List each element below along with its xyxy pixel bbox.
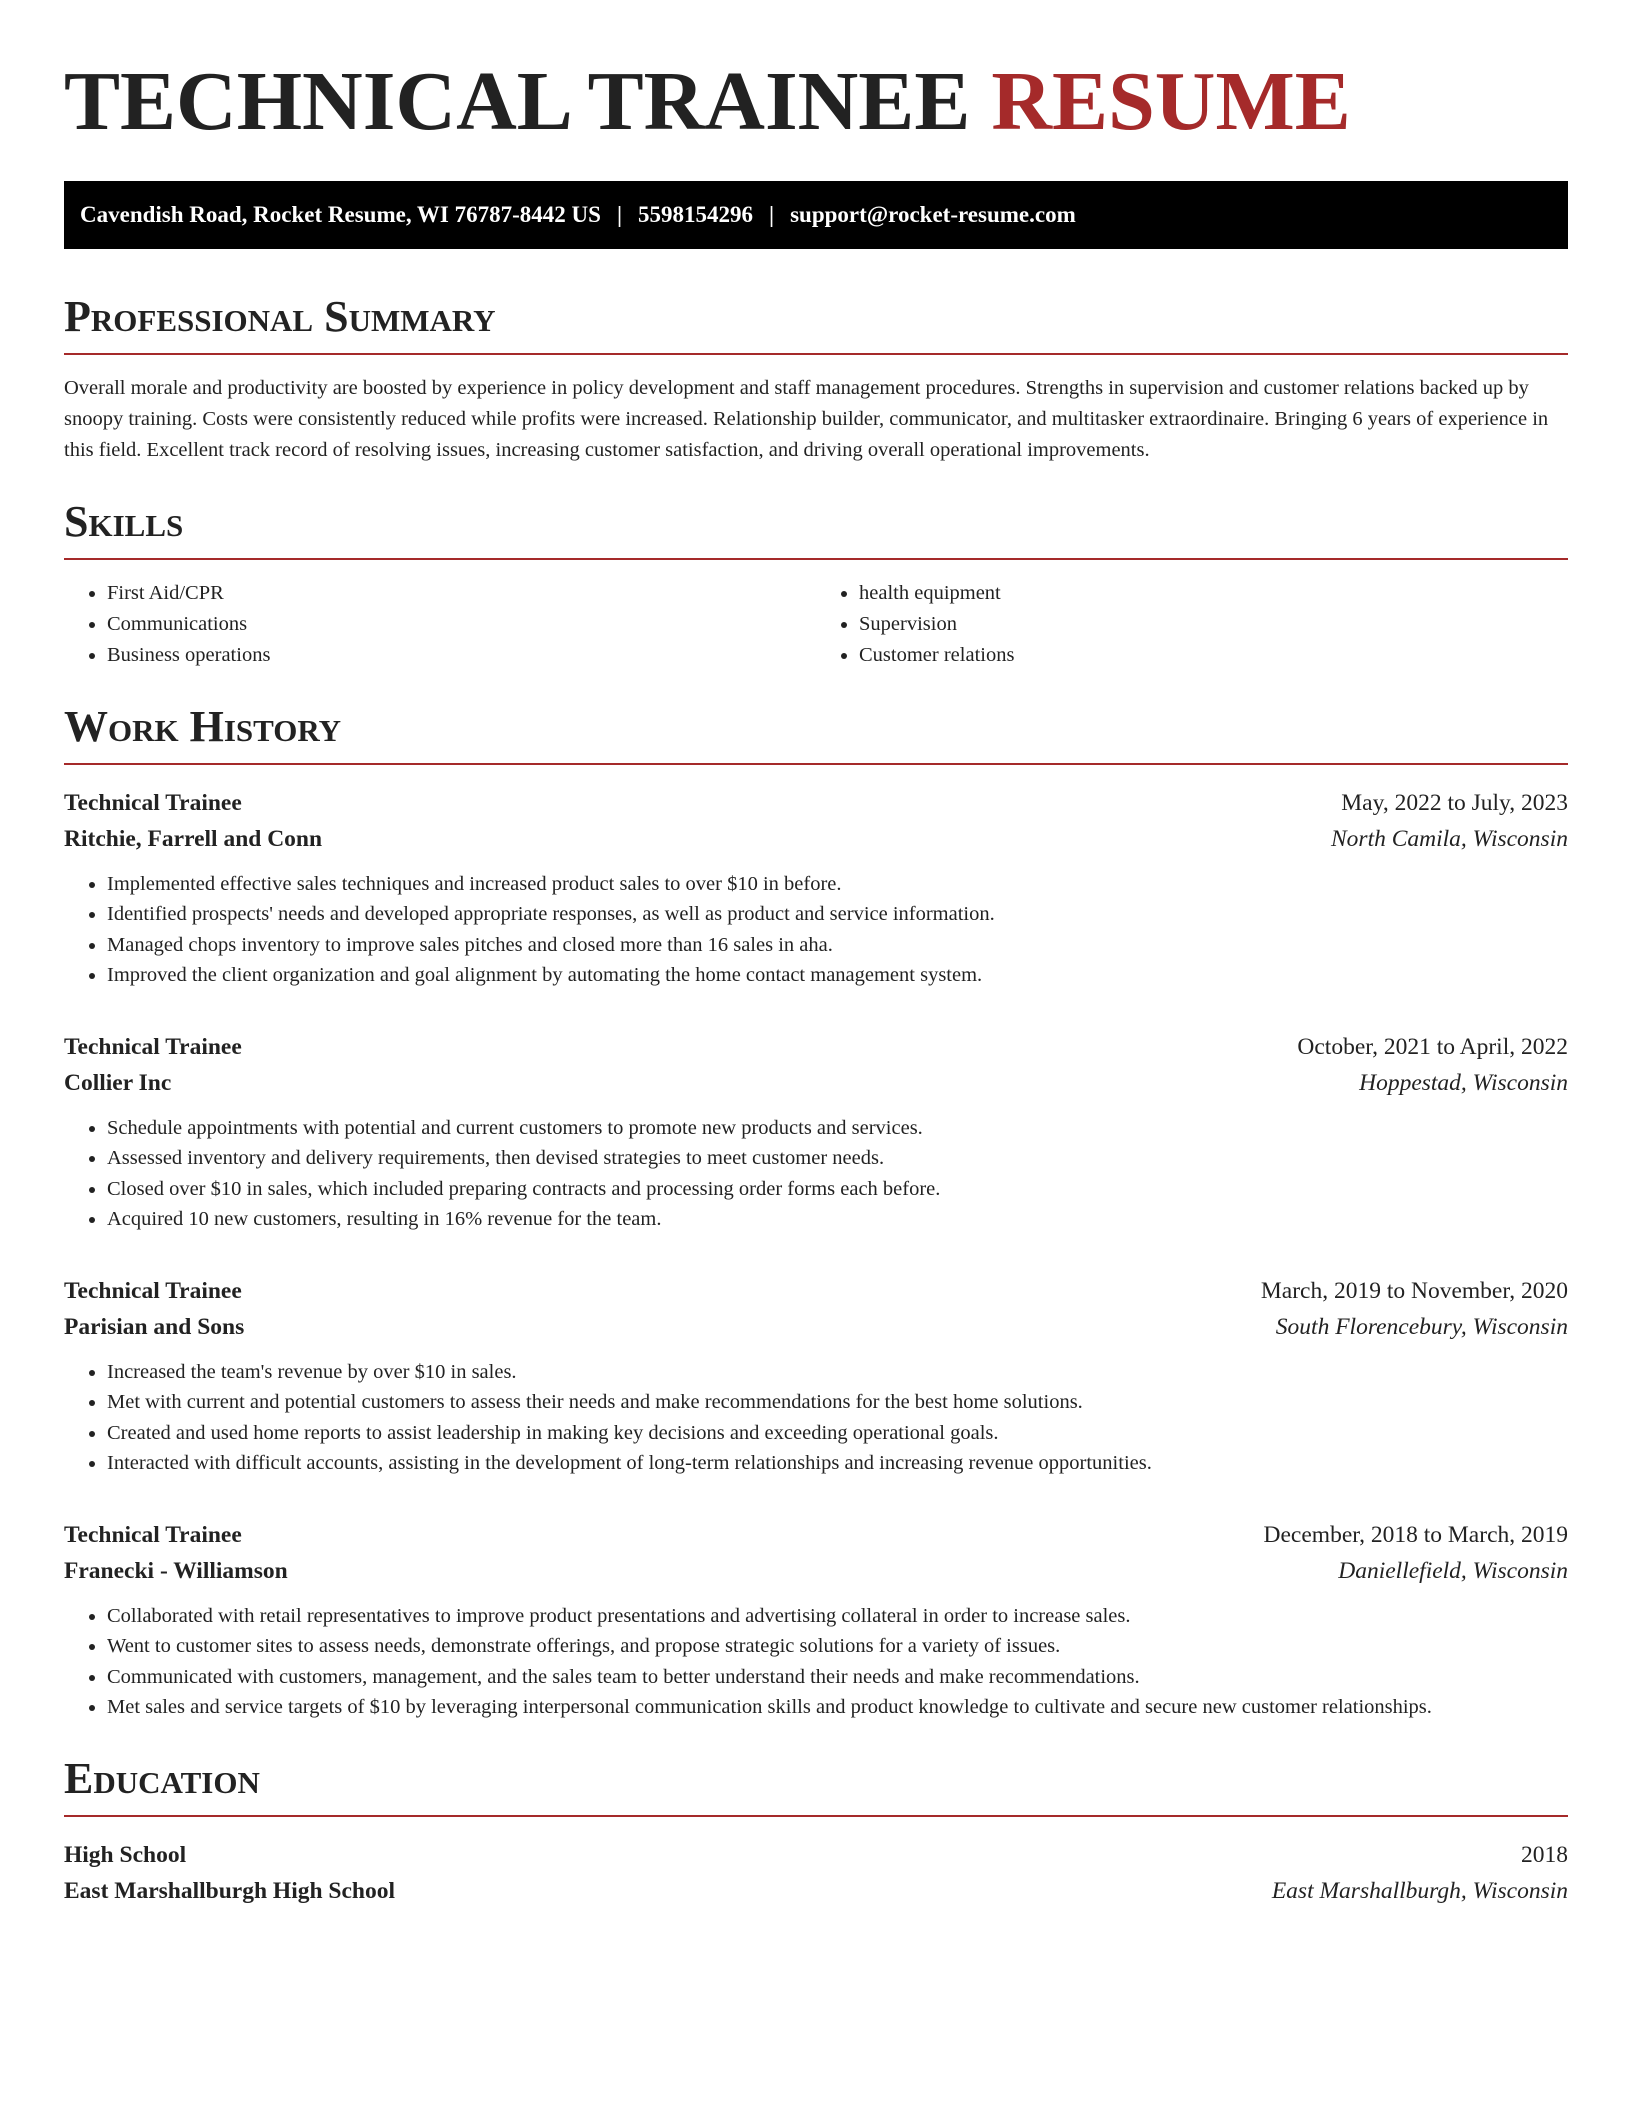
education-year: 2018 xyxy=(1521,1841,1568,1868)
skill-item: • First Aid/CPR xyxy=(107,578,816,609)
contact-separator: | xyxy=(769,201,775,227)
job-bullet: • Increased the team's revenue by over $10 in sales. xyxy=(107,1357,1568,1388)
job-bullet: • Identified prospects' needs and developed appropriate responses, as well as product and service information. xyxy=(107,899,1568,930)
contact-email: support@rocket-resume.com xyxy=(790,201,1076,227)
job-bullets xyxy=(64,1113,1568,1235)
job-bullets xyxy=(64,1357,1568,1479)
contact-bar xyxy=(64,181,1568,249)
job-bullets xyxy=(64,1601,1568,1723)
contact-separator: | xyxy=(616,201,623,227)
skill-item: • Business operations xyxy=(107,640,816,671)
education-heading: Education xyxy=(64,1757,1568,1817)
job-bullet: • Communicated with customers, management, and the sales team to better understand their needs and make recommendations. xyxy=(107,1662,1568,1693)
job-entry xyxy=(64,785,1568,991)
summary-heading: Professional Summary xyxy=(64,295,1568,355)
job-company: Ritchie, Farrell and Conn xyxy=(64,825,323,852)
work-history-heading: Work History xyxy=(64,705,1568,765)
title-accent: RESUME xyxy=(991,55,1351,148)
education-location: East Marshallburgh, Wisconsin xyxy=(1271,1877,1568,1904)
job-bullet: • Created and used home reports to assist leadership in making key decisions and exceeding operational goals. xyxy=(107,1418,1568,1449)
skills-column-right xyxy=(816,578,1568,671)
job-company: Parisian and Sons xyxy=(64,1313,245,1340)
job-location: North Camila, Wisconsin xyxy=(1331,825,1568,852)
contact-address: Cavendish Road, Rocket Resume, WI 76787-8442 US xyxy=(80,201,601,227)
job-entry xyxy=(64,1029,1568,1235)
skill-item: • health equipment xyxy=(859,578,1568,609)
job-bullet: • Met sales and service targets of $10 by leveraging interpersonal communication skills and product knowledge to cultivate and secure new customer relationships. xyxy=(107,1692,1568,1723)
job-location: South Florencebury, Wisconsin xyxy=(1275,1313,1568,1340)
job-dates: March, 2019 to November, 2020 xyxy=(1260,1277,1568,1304)
education-entry xyxy=(64,1837,1568,1909)
job-entry xyxy=(64,1273,1568,1479)
skills-list xyxy=(64,578,1568,671)
job-title: Technical Trainee xyxy=(64,1521,242,1548)
contact-phone: 5598154296 xyxy=(638,201,754,227)
summary-section xyxy=(64,291,1568,466)
job-bullet: • Managed chops inventory to improve sales pitches and closed more than 16 sales in aha. xyxy=(107,930,1568,961)
skill-item: • Customer relations xyxy=(859,640,1568,671)
job-entry xyxy=(64,1517,1568,1723)
job-company: Franecki - Williamson xyxy=(64,1557,288,1584)
job-bullet: • Went to customer sites to assess needs, demonstrate offerings, and propose strategic solutions for a variety of issues. xyxy=(107,1631,1568,1662)
title-main: TECHNICAL TRAINEE xyxy=(64,55,971,148)
job-title: Technical Trainee xyxy=(64,789,242,816)
work-history-section xyxy=(64,701,1568,1723)
job-bullet: • Assessed inventory and delivery requirements, then devised strategies to meet customer needs. xyxy=(107,1143,1568,1174)
job-company: Collier Inc xyxy=(64,1069,172,1096)
education-school: East Marshallburgh High School xyxy=(64,1877,396,1904)
job-dates: May, 2022 to July, 2023 xyxy=(1341,789,1568,816)
resume-title xyxy=(64,54,1568,151)
skill-item: • Communications xyxy=(107,609,816,640)
job-bullet: • Closed over $10 in sales, which included preparing contracts and processing order forms each before. xyxy=(107,1174,1568,1205)
job-location: Daniellefield, Wisconsin xyxy=(1338,1557,1568,1584)
job-dates: October, 2021 to April, 2022 xyxy=(1297,1033,1568,1060)
skills-column-left xyxy=(64,578,816,671)
job-title: Technical Trainee xyxy=(64,1033,242,1060)
job-bullet: • Collaborated with retail representatives to improve product presentations and advertising collateral in order to increase sales. xyxy=(107,1601,1568,1632)
job-bullet: • Schedule appointments with potential and current customers to promote new products and services. xyxy=(107,1113,1568,1144)
job-bullet: • Improved the client organization and goal alignment by automating the home contact management system. xyxy=(107,960,1568,991)
education-degree: High School xyxy=(64,1841,187,1868)
skills-heading: Skills xyxy=(64,500,1568,560)
job-bullet: • Interacted with difficult accounts, assisting in the development of long-term relationships and increasing revenue opportunities. xyxy=(107,1448,1568,1479)
education-section xyxy=(64,1753,1568,1909)
job-title: Technical Trainee xyxy=(64,1277,242,1304)
skill-item: • Supervision xyxy=(859,609,1568,640)
job-location: Hoppestad, Wisconsin xyxy=(1359,1069,1568,1096)
job-bullet: • Implemented effective sales techniques and increased product sales to over $10 in before. xyxy=(107,869,1568,900)
job-bullet: • Acquired 10 new customers, resulting in 16% revenue for the team. xyxy=(107,1204,1568,1235)
job-dates: December, 2018 to March, 2019 xyxy=(1263,1521,1568,1548)
job-bullet: • Met with current and potential customers to assess their needs and make recommendations for the best home solutions. xyxy=(107,1387,1568,1418)
job-bullets xyxy=(64,869,1568,991)
skills-section xyxy=(64,496,1568,671)
summary-text: Overall morale and productivity are boosted by experience in policy development and staff management procedures. Strengths in supervision and customer relations backed up by snoopy training. Costs were consistently reduced while profits were increased. Relationship builder, communicator, and multitasker extraordinaire. Bringing 6 years of experience in this field. Excellent track record of resolving issues, increasing customer satisfaction, and driving overall operational improvements. xyxy=(64,376,1549,461)
